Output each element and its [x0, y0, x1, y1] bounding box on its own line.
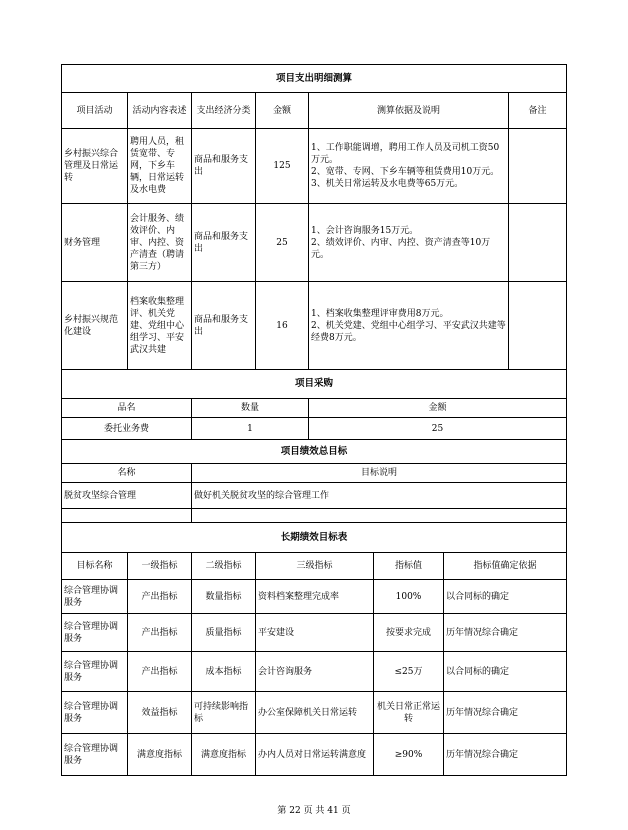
longterm-name: 综合管理协调服务: [62, 614, 128, 652]
procurement-amount: 25: [309, 418, 567, 440]
procurement-header-amount: 金额: [309, 399, 567, 418]
expenditure-header-activity: 项目活动: [62, 93, 128, 129]
longterm-table: [61, 522, 567, 776]
page-number: 第 22 页 共 41 页: [277, 806, 351, 816]
longterm-basis: 以合同标的确定: [444, 580, 567, 614]
longterm-value: 按要求完成: [374, 614, 444, 652]
longterm-l1: 产出指标: [128, 580, 192, 614]
performance-name: [62, 509, 192, 523]
longterm-header-l3: 三级指标: [256, 553, 374, 580]
expenditure-amount: 16: [256, 282, 309, 370]
expenditure-category: 商品和服务支出: [192, 129, 256, 204]
longterm-l2: 质量指标: [192, 614, 256, 652]
longterm-header-basis: 指标值确定依据: [444, 553, 567, 580]
longterm-header-value: 指标值: [374, 553, 444, 580]
expenditure-header-basis: 测算依据及说明: [309, 93, 509, 129]
longterm-l2: 数量指标: [192, 580, 256, 614]
table-row: [62, 580, 567, 614]
longterm-l3: 办公室保障机关日常运转: [256, 692, 374, 734]
longterm-section-title: 长期绩效目标表: [62, 523, 567, 553]
longterm-l2: 满意度指标: [192, 734, 256, 776]
expenditure-basis: [309, 204, 509, 282]
longterm-basis: 历年情况综合确定: [444, 614, 567, 652]
longterm-l1: 产出指标: [128, 614, 192, 652]
performance-name: 脱贫攻坚综合管理: [62, 483, 192, 509]
expenditure-basis: [309, 282, 509, 370]
basis-line: 2、宽带、专网、下乡车辆等租赁费用10万元。: [311, 167, 500, 177]
longterm-name: 综合管理协调服务: [62, 580, 128, 614]
performance-desc: [192, 509, 567, 523]
longterm-value: ≥90%: [374, 734, 444, 776]
longterm-basis: 以合同标的确定: [444, 652, 567, 692]
longterm-l1: 产出指标: [128, 652, 192, 692]
longterm-value: 机关日常正常运转: [374, 692, 444, 734]
longterm-basis: 历年情况综合确定: [444, 734, 567, 776]
longterm-l3: 平安建设: [256, 614, 374, 652]
table-row: [62, 509, 567, 523]
longterm-l2: 可持续影响指标: [192, 692, 256, 734]
table-row: [62, 204, 567, 282]
table-row: [62, 483, 567, 509]
expenditure-activity: 财务管理: [62, 204, 128, 282]
performance-section-title: 项目绩效总目标: [62, 440, 567, 464]
expenditure-activity: 乡村振兴规范化建设: [62, 282, 128, 370]
table-row: [62, 282, 567, 370]
expenditure-header-content: 活动内容表述: [128, 93, 192, 129]
longterm-l3: 会计咨询服务: [256, 652, 374, 692]
longterm-value: 100%: [374, 580, 444, 614]
budget-table: [61, 64, 567, 523]
procurement-name: 委托业务费: [62, 418, 192, 440]
performance-desc: 做好机关脱贫攻坚的综合管理工作: [192, 483, 567, 509]
expenditure-category: 商品和服务支出: [192, 282, 256, 370]
basis-line: 1、档案收集整理评审费用8万元。: [311, 308, 449, 319]
table-row: [62, 129, 567, 204]
basis-line: 2、绩效评价、内审、内控、资产清查等10万元。: [311, 237, 491, 260]
procurement-section-title: 项目采购: [62, 370, 567, 399]
procurement-header-qty: 数量: [192, 399, 309, 418]
expenditure-content: 档案收集整理评、机关党建、党组中心组学习、平安武汉共建: [128, 282, 192, 370]
longterm-header-name: 目标名称: [62, 553, 128, 580]
basis-line: 1、会计咨询服务15万元。: [311, 225, 419, 236]
expenditure-header-note: 备注: [509, 93, 567, 129]
table-row: [62, 734, 567, 776]
expenditure-header-category: 支出经济分类: [192, 93, 256, 129]
basis-line: 2、机关党建、党组中心组学习、平安武汉共建等经费8万元。: [311, 320, 506, 343]
expenditure-section-title: 项目支出明细测算: [62, 65, 567, 93]
longterm-header-l2: 二级指标: [192, 553, 256, 580]
expenditure-content: 聘用人员，租赁宽带、专网，下乡车辆，日常运转及水电费: [128, 129, 192, 204]
expenditure-basis: [309, 129, 509, 204]
basis-line: 3、机关日常运转及水电费等65万元。: [311, 179, 464, 189]
expenditure-note: [509, 204, 567, 282]
basis-line: 1、工作职能调增，聘用工作人员及司机工资50万元。: [311, 143, 500, 165]
longterm-header-l1: 一级指标: [128, 553, 192, 580]
longterm-value: ≤25万: [374, 652, 444, 692]
performance-header-name: 名称: [62, 464, 192, 483]
table-row: [62, 418, 567, 440]
expenditure-amount: 25: [256, 204, 309, 282]
longterm-name: 综合管理协调服务: [62, 692, 128, 734]
longterm-l1: 满意度指标: [128, 734, 192, 776]
performance-header-desc: 目标说明: [192, 464, 567, 483]
expenditure-content: 会计服务、绩效评价、内审、内控、资产清查（聘请第三方）: [128, 204, 192, 282]
document-page: [61, 64, 566, 776]
longterm-l3: 资料档案整理完成率: [256, 580, 374, 614]
expenditure-category: 商品和服务支出: [192, 204, 256, 282]
expenditure-activity: 乡村振兴综合管理及日常运转: [62, 129, 128, 204]
table-row: [62, 692, 567, 734]
expenditure-note: [509, 129, 567, 204]
expenditure-note: [509, 282, 567, 370]
table-row: [62, 614, 567, 652]
expenditure-amount: 125: [256, 129, 309, 204]
expenditure-header-amount: 金额: [256, 93, 309, 129]
longterm-l1: 效益指标: [128, 692, 192, 734]
procurement-qty: 1: [192, 418, 309, 440]
longterm-basis: 历年情况综合确定: [444, 692, 567, 734]
longterm-name: 综合管理协调服务: [62, 734, 128, 776]
procurement-header-name: 品名: [62, 399, 192, 418]
longterm-name: 综合管理协调服务: [62, 652, 128, 692]
table-row: [62, 652, 567, 692]
longterm-l2: 成本指标: [192, 652, 256, 692]
longterm-l3: 办内人员对日常运转满意度: [256, 734, 374, 776]
